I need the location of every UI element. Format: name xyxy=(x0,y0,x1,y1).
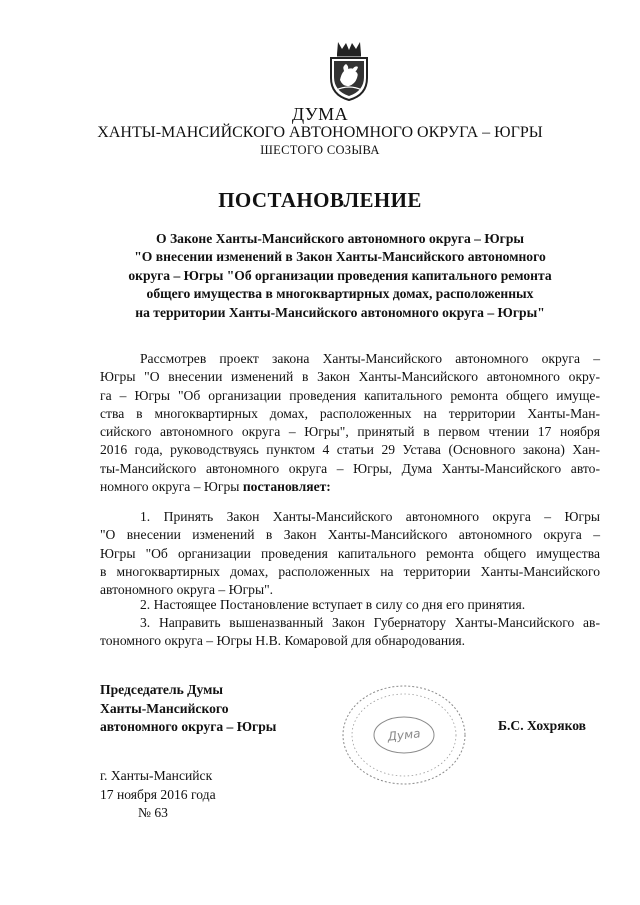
place-date-block xyxy=(100,767,216,823)
official-stamp xyxy=(340,683,468,787)
coat-of-arms-icon xyxy=(326,40,372,102)
document-type-title: ПОСТАНОВЛЕНИЕ xyxy=(218,188,422,212)
preamble-paragraph xyxy=(100,350,600,496)
item-1-line: автономного округа – Югры". xyxy=(100,582,274,598)
item-1-paragraph xyxy=(100,508,600,599)
signer-title-line: Председатель Думы xyxy=(100,682,224,697)
stamp-label: Дума xyxy=(386,726,422,744)
preamble-line: ства в многоквартирных домах, расположенных на территории Ханты-Ман- xyxy=(100,405,600,421)
item-1-line: Югры "Об организации проведения капитального ремонта общего имущества xyxy=(100,545,600,561)
subject-line: О Законе Ханты-Мансийского автономного округа – Югры xyxy=(156,231,524,246)
duma-heading: ДУМА xyxy=(291,104,349,124)
signer-name: Б.С. Хохряков xyxy=(498,718,587,733)
item-1-line: 1. Принять Закон Ханты-Мансийского автономного округа – Югры xyxy=(140,509,600,524)
okrug-heading: ХАНТЫ-МАНСИЙСКОГО АВТОНОМНОГО ОКРУГА – ЮГРЫ xyxy=(97,124,543,141)
issue-date: 17 ноября 2016 года xyxy=(100,786,216,802)
subject-line: округа – Югры "Об организации проведения капитального ремонта xyxy=(128,267,552,283)
item-3-line: 3. Направить вышеназванный Закон Губернатору Ханты-Мансийского ав- xyxy=(140,615,600,630)
subject-line: общего имущества в многоквартирных домах, расположенных xyxy=(146,286,534,302)
resolves-keyword: постановляет: xyxy=(242,479,331,495)
subject-line: "О внесении изменений в Закон Ханты-Мансийского автономного xyxy=(134,249,546,265)
issue-place: г. Ханты-Мансийск xyxy=(100,768,213,783)
item-2-line: 2. Настоящее Постановление вступает в силу со дня его принятия. xyxy=(140,597,526,612)
signer-title xyxy=(100,681,276,737)
preamble-line: Рассмотрев проект закона Ханты-Мансийского автономного округа – xyxy=(140,351,600,366)
item-2-paragraph xyxy=(100,596,600,614)
preamble-last-line xyxy=(100,478,600,496)
preamble-line: сийского автономного округа – Югры", принятый в первом чтении 17 ноября xyxy=(100,424,600,440)
item-3-line: тономного округа – Югры Н.В. Комаровой для обнародования. xyxy=(100,633,466,649)
preamble-line: 2016 года, руководствуясь пунктом 4 статьи 29 Устава (Основного закона) Хан- xyxy=(100,442,600,458)
signer-title-line: автономного округа – Югры xyxy=(100,719,277,734)
item-3-paragraph xyxy=(100,614,600,651)
document-number: № 63 xyxy=(138,805,168,820)
resolution-subject xyxy=(100,230,580,322)
signer-title-line: Ханты-Мансийского xyxy=(100,700,229,716)
item-1-line: в многоквартирных домах, расположенных на территории Ханты-Мансийского xyxy=(100,563,600,579)
preamble-line: Югры "О внесении изменений в Закон Ханты-Мансийского автономного окру- xyxy=(100,369,600,385)
subject-line: на территории Ханты-Мансийского автономного округа – Югры" xyxy=(135,304,545,320)
convocation-heading: ШЕСТОГО СОЗЫВА xyxy=(260,143,380,157)
preamble-line: ты-Мансийского автономного округа – Югры, Дума Ханты-Мансийского авто- xyxy=(100,460,600,476)
preamble-line: га – Югры "Об организации проведения капитального ремонта общего имуще- xyxy=(100,387,600,403)
item-1-line: "О внесении изменений в Закон Ханты-Мансийского автономного округа – xyxy=(100,527,600,543)
preamble-line: номного округа – Югры xyxy=(100,479,240,495)
